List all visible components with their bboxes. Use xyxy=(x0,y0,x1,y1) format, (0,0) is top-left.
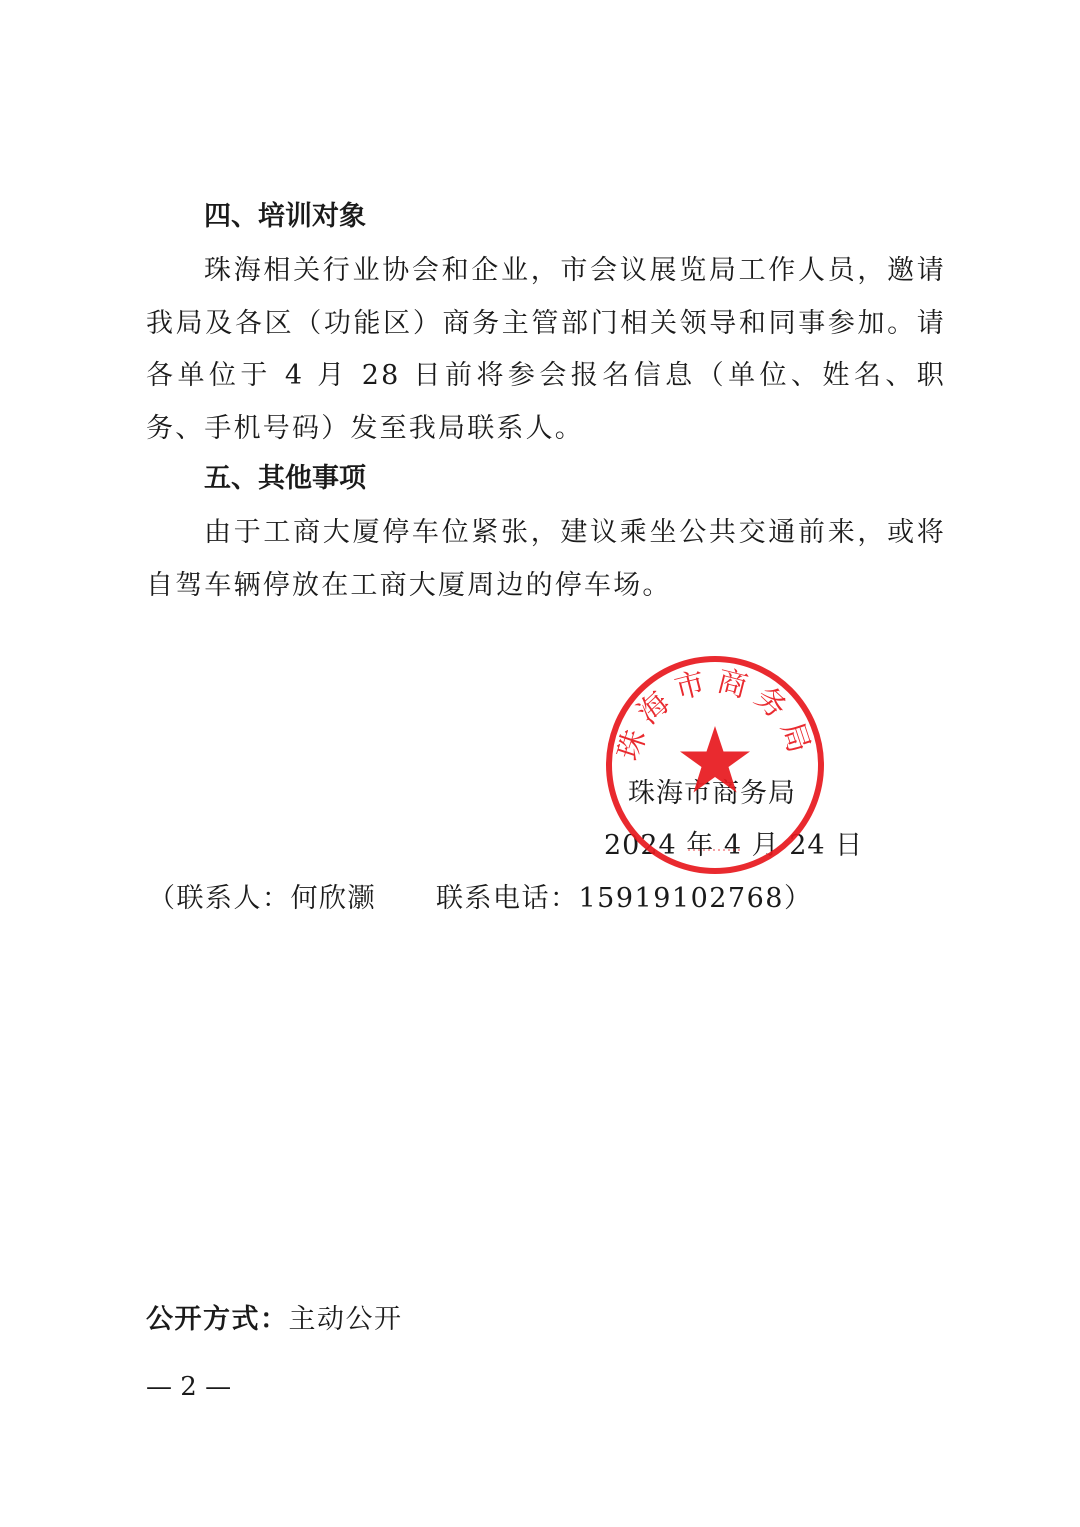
official-seal-icon xyxy=(604,654,826,876)
contact-person: （联系人：何欣灏 xyxy=(148,883,376,914)
contact-phone: 联系电话：15919102768） xyxy=(436,883,813,914)
signature-org: 珠海市商务局 xyxy=(628,778,796,809)
disclosure-line xyxy=(146,1302,403,1338)
disclosure-label: 公开方式： xyxy=(146,1304,289,1335)
disclosure-value: 主动公开 xyxy=(288,1304,403,1335)
signature-date: 2024 年 4 月 24 日 xyxy=(604,830,864,861)
section-5-heading: 五、其他事项 xyxy=(204,463,366,494)
page-number: — 2 — xyxy=(146,1372,232,1402)
contact-line xyxy=(148,882,812,916)
seal-ring-text: 珠海市商务局 xyxy=(611,663,819,765)
section-4-heading: 四、培训对象 xyxy=(204,201,366,232)
section-5-body: 由于工商大厦停车位紧张，建议乘坐公共交通前来，或将自驾车辆停放在工商大厦周边的停车场。 xyxy=(146,517,946,601)
section-4-body: 珠海相关行业协会和企业，市会议展览局工作人员，邀请我局及各区（功能区）商务主管部门相关领导和同事参加。请各单位于 4 月 28 日前将参会报名信息（单位、姓名、职务、手机号码）发至我局联系人。 xyxy=(146,255,946,444)
